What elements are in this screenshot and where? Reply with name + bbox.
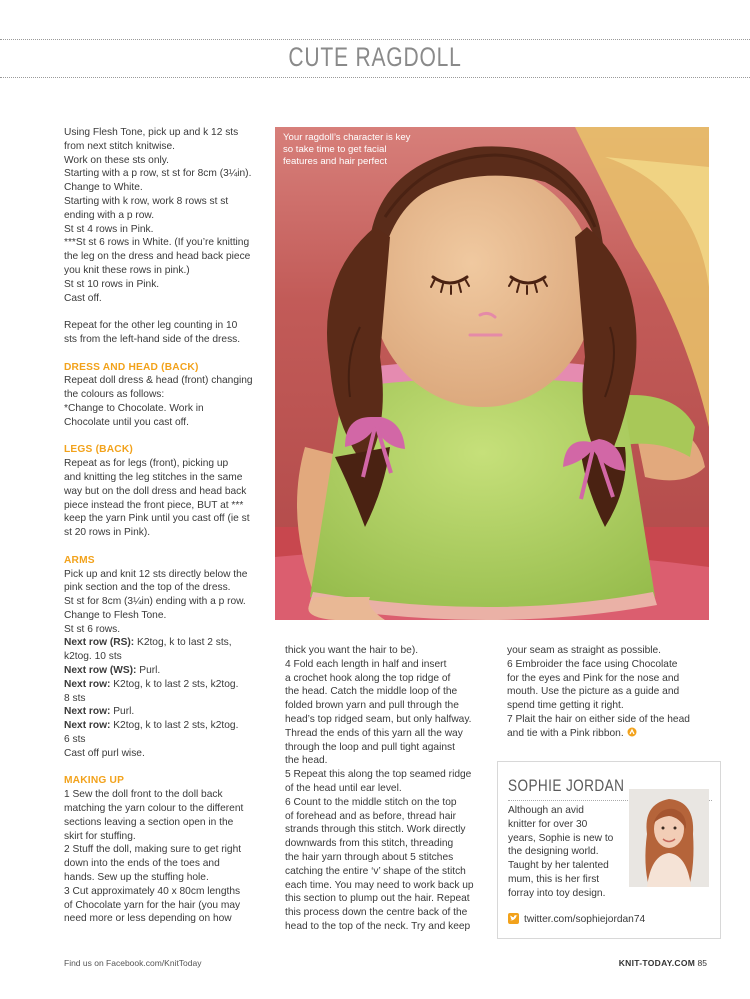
body-line: Pick up and knit 12 sts directly below the bbox=[64, 568, 248, 580]
section-heading-arms: ARMS bbox=[64, 554, 95, 566]
section-heading-legs: LEGS (BACK) bbox=[64, 444, 133, 456]
body-line: St st 4 rows in Pink. bbox=[64, 223, 154, 235]
header-rule-top bbox=[0, 39, 750, 40]
body-line: k2tog. 10 sts bbox=[64, 651, 122, 663]
body-line: Work on these sts only. bbox=[64, 154, 169, 166]
body-line: St st 6 rows. bbox=[64, 623, 121, 635]
body-line: catching the entire ‘v’ shape of the stitch bbox=[285, 865, 466, 877]
body-line: Repeat for the other leg counting in 10 bbox=[64, 320, 238, 332]
body-line: hands. Sew up the stuffing hole. bbox=[64, 872, 209, 884]
footer-site bbox=[619, 958, 707, 968]
body-line: the leg on the dress and head back piece bbox=[64, 251, 251, 263]
body-line: 1 Sew the doll front to the doll back bbox=[64, 789, 223, 801]
body-line: of the head until ear level. bbox=[285, 782, 402, 794]
body-line: 3 Cut approximately 40 x 80cm lengths bbox=[64, 885, 241, 897]
body-line: 5 Repeat this along the top seamed ridge bbox=[285, 769, 472, 781]
row-text: Purl. bbox=[136, 665, 161, 677]
bio-line: mum, this is her first bbox=[508, 873, 600, 885]
body-line: each time. You may need to work back up bbox=[285, 879, 474, 891]
body-line: 7 Plait the hair on either side of the head bbox=[507, 713, 690, 725]
body-line: head to the top of the neck. Try and keep bbox=[285, 920, 471, 932]
body-line: of Chocolate yarn for the hair (you may bbox=[64, 899, 241, 911]
body-line: Thread the ends of this yarn all the way bbox=[285, 727, 463, 739]
body-line: downwards from this stitch, threading bbox=[285, 838, 454, 850]
row-label: Next row: bbox=[64, 706, 111, 718]
photo-caption: Your ragdoll’s character is key so take time to get facial features and hair perfect bbox=[283, 132, 411, 167]
body-line: skirt for stuffing. bbox=[64, 830, 136, 842]
row-instruction bbox=[64, 705, 274, 719]
body-line: 6 Count to the middle stitch on the top bbox=[285, 796, 457, 808]
body-line: down into the ends of the toes and bbox=[64, 858, 220, 870]
ragdoll-illustration bbox=[275, 127, 709, 620]
body-line: matching the yarn colour to the different bbox=[64, 803, 244, 815]
body-line: Change to White. bbox=[64, 182, 143, 194]
row-text: K2tog, k to last 2 sts, k2tog. bbox=[110, 678, 239, 690]
body-line: for the eyes and Pink for the nose and bbox=[507, 672, 680, 684]
body-line: and knitting the leg stitches in the same bbox=[64, 471, 243, 483]
body-line: from next stitch knitwise. bbox=[64, 140, 175, 152]
end-mark-icon bbox=[627, 727, 637, 737]
body-line: need more or less depending on how bbox=[64, 913, 232, 925]
bio-line: forray into toy design. bbox=[508, 887, 606, 899]
page-title: CUTE RAGDOLL bbox=[288, 42, 462, 72]
body-line: Starting with a p row, st st for 8cm (3¼in). bbox=[64, 168, 252, 180]
body-line: strands through this stitch. Work directly bbox=[285, 824, 466, 836]
body-line: ending with a p row. bbox=[64, 209, 155, 221]
body-line: st 20 rows in Pink). bbox=[64, 527, 151, 539]
body-line: the head. Catch the middle loop of the bbox=[285, 686, 458, 698]
body-line: Using Flesh Tone, pick up and k 12 sts bbox=[64, 127, 239, 138]
author-photo bbox=[629, 789, 709, 887]
body-line: Starting with k row, work 8 rows st st bbox=[64, 195, 229, 207]
bio-line: knitter for over 30 bbox=[508, 818, 588, 830]
body-line: Change to Flesh Tone. bbox=[64, 609, 167, 621]
author-bio-box bbox=[497, 761, 721, 939]
body-line: thick you want the hair to be). bbox=[285, 645, 419, 656]
body-line: 6 Embroider the face using Chocolate bbox=[507, 658, 678, 670]
body-line: a crochet hook along the top ridge of bbox=[285, 672, 451, 684]
body-line: Repeat as for legs (front), picking up bbox=[64, 458, 229, 470]
row-instruction bbox=[64, 636, 274, 650]
row-instruction bbox=[64, 664, 274, 678]
body-line: ***St st 6 rows in White. (If you’re knitting bbox=[64, 237, 250, 249]
twitter-handle: twitter.com/sophiejordan74 bbox=[524, 914, 646, 925]
bio-line: years, Sophie is new to bbox=[508, 832, 614, 844]
row-label: Next row (WS): bbox=[64, 665, 137, 677]
body-line: the head. bbox=[285, 755, 328, 767]
body-line: way but on the doll dress and head back bbox=[64, 485, 247, 497]
row-instruction bbox=[64, 719, 274, 733]
bio-line: Taught by her talented bbox=[508, 860, 609, 872]
body-line: Chocolate until you cast off. bbox=[64, 416, 189, 428]
body-line: 8 sts bbox=[64, 692, 86, 704]
body-line: keep the yarn Pink until you cast off (ie st bbox=[64, 513, 250, 525]
column-3 bbox=[507, 644, 722, 741]
column-2 bbox=[285, 644, 495, 934]
twitter-link[interactable] bbox=[508, 913, 645, 925]
header-rule-bottom bbox=[0, 77, 750, 78]
body-line: 4 Fold each length in half and insert bbox=[285, 658, 447, 670]
body-line: mouth. Use the picture as a guide and bbox=[507, 686, 680, 698]
twitter-icon bbox=[508, 913, 519, 924]
body-line: Cast off. bbox=[64, 292, 102, 304]
body-line: folded brown yarn and pull through the bbox=[285, 700, 459, 712]
site-url: KNIT-TODAY.COM bbox=[618, 958, 696, 968]
row-label: Next row: bbox=[64, 720, 111, 732]
body-line: St st for 8cm (3¼in) ending with a p row. bbox=[64, 596, 246, 608]
body-line: through the loop and pull tight against bbox=[285, 741, 455, 753]
body-line: your seam as straight as possible. bbox=[507, 645, 662, 656]
body-line: piece instead the front piece, BUT at *** bbox=[64, 499, 244, 511]
body-line: of forehead and as before, thread hair bbox=[285, 810, 457, 822]
bio-line: the designing world. bbox=[508, 846, 599, 858]
body-line-final bbox=[507, 727, 722, 741]
bio-line: Although an avid bbox=[508, 805, 584, 816]
body-line: sts from the left-hand side of the dress. bbox=[64, 333, 241, 345]
body-line: 2 Stuff the doll, making sure to get right bbox=[64, 844, 242, 856]
section-heading-making-up: MAKING UP bbox=[64, 775, 125, 787]
body-line: the hair yarn through about 5 stitches bbox=[285, 851, 454, 863]
footer-facebook: Find us on Facebook.com/KnitToday bbox=[64, 958, 202, 968]
row-label: Next row: bbox=[64, 678, 111, 690]
body-line: spend time getting it right. bbox=[507, 700, 624, 712]
body-line: the colours as follows: bbox=[64, 389, 165, 401]
row-text: K2tog, k to last 2 sts, bbox=[134, 637, 232, 649]
body-line: 6 sts bbox=[64, 734, 86, 746]
ragdoll-photo bbox=[275, 127, 709, 620]
author-name: SOPHIE JORDAN bbox=[508, 776, 625, 795]
body-line: *Change to Chocolate. Work in bbox=[64, 402, 204, 414]
body-line: this process down the centre back of the bbox=[285, 907, 468, 919]
body-line: you knit these rows in pink.) bbox=[64, 264, 190, 276]
row-label: Next row (RS): bbox=[64, 637, 135, 649]
page-number: 85 bbox=[697, 958, 707, 968]
row-text: Purl. bbox=[110, 706, 135, 718]
row-instruction bbox=[64, 678, 274, 692]
body-line: head’s top ridged seam, but only halfway. bbox=[285, 713, 472, 725]
body-line: pink section and the top of the dress. bbox=[64, 582, 231, 594]
body-line: Repeat doll dress & head (front) changing bbox=[64, 375, 253, 387]
body-line: Cast off purl wise. bbox=[64, 747, 145, 759]
body-line: this section to plump out the hair. Repeat bbox=[285, 893, 470, 905]
column-1 bbox=[64, 126, 274, 926]
section-heading-dress: DRESS AND HEAD (BACK) bbox=[64, 361, 199, 373]
author-bio-text bbox=[508, 804, 626, 901]
final-text: and tie with a Pink ribbon. bbox=[507, 727, 624, 739]
row-text: K2tog, k to last 2 sts, k2tog. bbox=[110, 720, 239, 732]
body-line: sections leaving a section open in the bbox=[64, 816, 234, 828]
body-line: St st 10 rows in Pink. bbox=[64, 278, 160, 290]
